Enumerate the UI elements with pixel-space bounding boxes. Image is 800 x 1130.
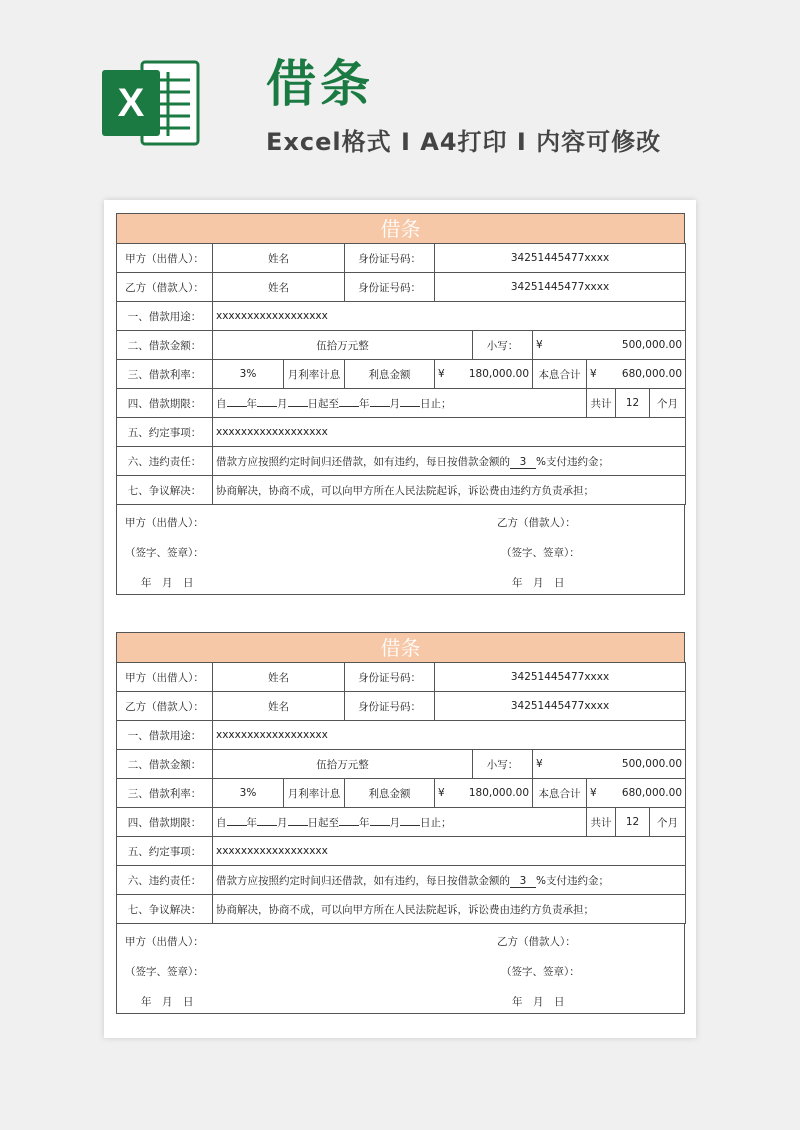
months-unit: 个月 bbox=[650, 808, 686, 837]
table-row bbox=[117, 447, 686, 476]
agreement-label: 五、约定事项： bbox=[117, 418, 213, 447]
svg-text:X: X bbox=[117, 81, 145, 125]
term-value[interactable]: 自 年 月 日起至 年 月 日止； bbox=[213, 808, 587, 837]
rate-label: 三、借款利率： bbox=[117, 779, 213, 808]
borrower-name[interactable]: 姓名 bbox=[213, 273, 345, 302]
loan-note-form bbox=[116, 213, 685, 595]
amount-words[interactable]: 伍拾万元整 bbox=[213, 750, 473, 779]
sig-sign-label: （签字、签章）： bbox=[501, 547, 580, 559]
sig-borrower-label: 乙方（借款人）： bbox=[497, 517, 576, 529]
signature-block bbox=[116, 505, 685, 595]
interest-value: 180,000.00 bbox=[468, 368, 529, 380]
sig-date-label: 年 月 日 bbox=[141, 577, 194, 589]
table-row bbox=[117, 779, 686, 808]
term-label: 四、借款期限： bbox=[117, 389, 213, 418]
term-value[interactable]: 自 年 月 日起至 年 月 日止； bbox=[213, 389, 587, 418]
amount-number-cell[interactable] bbox=[533, 331, 686, 360]
purpose-label: 一、借款用途： bbox=[117, 721, 213, 750]
table-row bbox=[117, 418, 686, 447]
sig-sign-label: （签字、签章）： bbox=[125, 966, 204, 978]
rate-basis: 月利率计息 bbox=[284, 779, 345, 808]
rate-label: 三、借款利率： bbox=[117, 360, 213, 389]
total-value: 680,000.00 bbox=[621, 368, 683, 380]
lender-label: 甲方（出借人）： bbox=[117, 244, 213, 273]
total-value-cell[interactable] bbox=[587, 360, 686, 389]
agreement-label: 五、约定事项： bbox=[117, 837, 213, 866]
lender-id[interactable]: 34251445477xxxx bbox=[435, 663, 686, 692]
dispute-value[interactable]: 协商解决，协商不成，可以向甲方所在人民法院起诉，诉讼费由违约方负责承担； bbox=[213, 895, 686, 924]
page-subtitle: Excel格式 Ⅰ A4打印 Ⅰ 内容可修改 bbox=[266, 128, 662, 156]
table-row bbox=[117, 837, 686, 866]
form-title: 借条 bbox=[116, 632, 685, 662]
purpose-label: 一、借款用途： bbox=[117, 302, 213, 331]
currency-symbol: ¥ bbox=[590, 787, 597, 799]
rate-value[interactable]: 3% bbox=[213, 360, 284, 389]
amount-words[interactable]: 伍拾万元整 bbox=[213, 331, 473, 360]
total-months[interactable]: 12 bbox=[616, 808, 650, 837]
breach-value[interactable]: 借款方应按照约定时间归还借款，如有违约，每日按借款金额的 3 %支付违约金； bbox=[213, 447, 686, 476]
borrower-label: 乙方（借款人）： bbox=[117, 692, 213, 721]
interest-value-cell[interactable] bbox=[435, 360, 533, 389]
sig-lender-label: 甲方（出借人）： bbox=[125, 517, 204, 529]
sig-lender-label: 甲方（出借人）： bbox=[125, 936, 204, 948]
breach-label: 六、违约责任： bbox=[117, 447, 213, 476]
loan-table bbox=[116, 243, 686, 505]
months-unit: 个月 bbox=[650, 389, 686, 418]
purpose-value[interactable]: xxxxxxxxxxxxxxxxxx bbox=[213, 721, 686, 750]
total-label: 本息合计 bbox=[533, 360, 587, 389]
rate-value[interactable]: 3% bbox=[213, 779, 284, 808]
table-row bbox=[117, 866, 686, 895]
sig-sign-label: （签字、签章）： bbox=[125, 547, 204, 559]
interest-value-cell[interactable] bbox=[435, 779, 533, 808]
table-row bbox=[117, 663, 686, 692]
table-row bbox=[117, 389, 686, 418]
table-row bbox=[117, 692, 686, 721]
amount-label: 二、借款金额： bbox=[117, 750, 213, 779]
interest-label: 利息金额 bbox=[345, 779, 435, 808]
borrower-name[interactable]: 姓名 bbox=[213, 692, 345, 721]
sig-borrower-label: 乙方（借款人）： bbox=[497, 936, 576, 948]
page-title: 借条 bbox=[266, 55, 374, 113]
table-row bbox=[117, 895, 686, 924]
purpose-value[interactable]: xxxxxxxxxxxxxxxxxx bbox=[213, 302, 686, 331]
sig-date-label: 年 月 日 bbox=[512, 577, 565, 589]
currency-symbol: ¥ bbox=[590, 368, 597, 380]
currency-symbol: ¥ bbox=[438, 368, 445, 380]
currency-symbol: ¥ bbox=[536, 758, 543, 770]
table-row bbox=[117, 244, 686, 273]
lender-id[interactable]: 34251445477xxxx bbox=[435, 244, 686, 273]
sig-date-label: 年 月 日 bbox=[141, 996, 194, 1008]
dispute-value[interactable]: 协商解决，协商不成，可以向甲方所在人民法院起诉，诉讼费由违约方负责承担； bbox=[213, 476, 686, 505]
amount-number-cell[interactable] bbox=[533, 750, 686, 779]
loan-table bbox=[116, 662, 686, 924]
borrower-label: 乙方（借款人）： bbox=[117, 273, 213, 302]
agreement-value[interactable]: xxxxxxxxxxxxxxxxxx bbox=[213, 418, 686, 447]
borrower-id[interactable]: 34251445477xxxx bbox=[435, 273, 686, 302]
interest-label: 利息金额 bbox=[345, 360, 435, 389]
id-label: 身份证号码： bbox=[345, 663, 435, 692]
total-value: 680,000.00 bbox=[621, 787, 683, 799]
small-label: 小写： bbox=[473, 331, 533, 360]
sig-date-label: 年 月 日 bbox=[512, 996, 565, 1008]
borrower-id[interactable]: 34251445477xxxx bbox=[435, 692, 686, 721]
total-months[interactable]: 12 bbox=[616, 389, 650, 418]
breach-label: 六、违约责任： bbox=[117, 866, 213, 895]
id-label: 身份证号码： bbox=[345, 244, 435, 273]
table-row bbox=[117, 721, 686, 750]
breach-value[interactable]: 借款方应按照约定时间归还借款，如有违约，每日按借款金额的 3 %支付违约金； bbox=[213, 866, 686, 895]
dispute-label: 七、争议解决： bbox=[117, 895, 213, 924]
table-row bbox=[117, 302, 686, 331]
dispute-label: 七、争议解决： bbox=[117, 476, 213, 505]
lender-label: 甲方（出借人）： bbox=[117, 663, 213, 692]
loan-note-form bbox=[116, 632, 685, 1014]
id-label: 身份证号码： bbox=[345, 273, 435, 302]
page-header bbox=[0, 0, 800, 200]
total-months-label: 共计 bbox=[587, 808, 616, 837]
total-months-label: 共计 bbox=[587, 389, 616, 418]
agreement-value[interactable]: xxxxxxxxxxxxxxxxxx bbox=[213, 837, 686, 866]
document-sheet bbox=[104, 200, 696, 1038]
term-label: 四、借款期限： bbox=[117, 808, 213, 837]
amount-number: 500,000.00 bbox=[621, 339, 683, 351]
currency-symbol: ¥ bbox=[438, 787, 445, 799]
small-label: 小写： bbox=[473, 750, 533, 779]
id-label: 身份证号码： bbox=[345, 692, 435, 721]
form-title: 借条 bbox=[116, 213, 685, 243]
excel-icon bbox=[102, 58, 202, 148]
table-row bbox=[117, 476, 686, 505]
table-row bbox=[117, 750, 686, 779]
table-row bbox=[117, 808, 686, 837]
signature-block bbox=[116, 924, 685, 1014]
amount-number: 500,000.00 bbox=[621, 758, 683, 770]
total-value-cell[interactable] bbox=[587, 779, 686, 808]
table-row bbox=[117, 273, 686, 302]
table-row bbox=[117, 331, 686, 360]
amount-label: 二、借款金额： bbox=[117, 331, 213, 360]
currency-symbol: ¥ bbox=[536, 339, 543, 351]
sig-sign-label: （签字、签章）： bbox=[501, 966, 580, 978]
lender-name[interactable]: 姓名 bbox=[213, 663, 345, 692]
table-row bbox=[117, 360, 686, 389]
total-label: 本息合计 bbox=[533, 779, 587, 808]
lender-name[interactable]: 姓名 bbox=[213, 244, 345, 273]
interest-value: 180,000.00 bbox=[468, 787, 529, 799]
rate-basis: 月利率计息 bbox=[284, 360, 345, 389]
